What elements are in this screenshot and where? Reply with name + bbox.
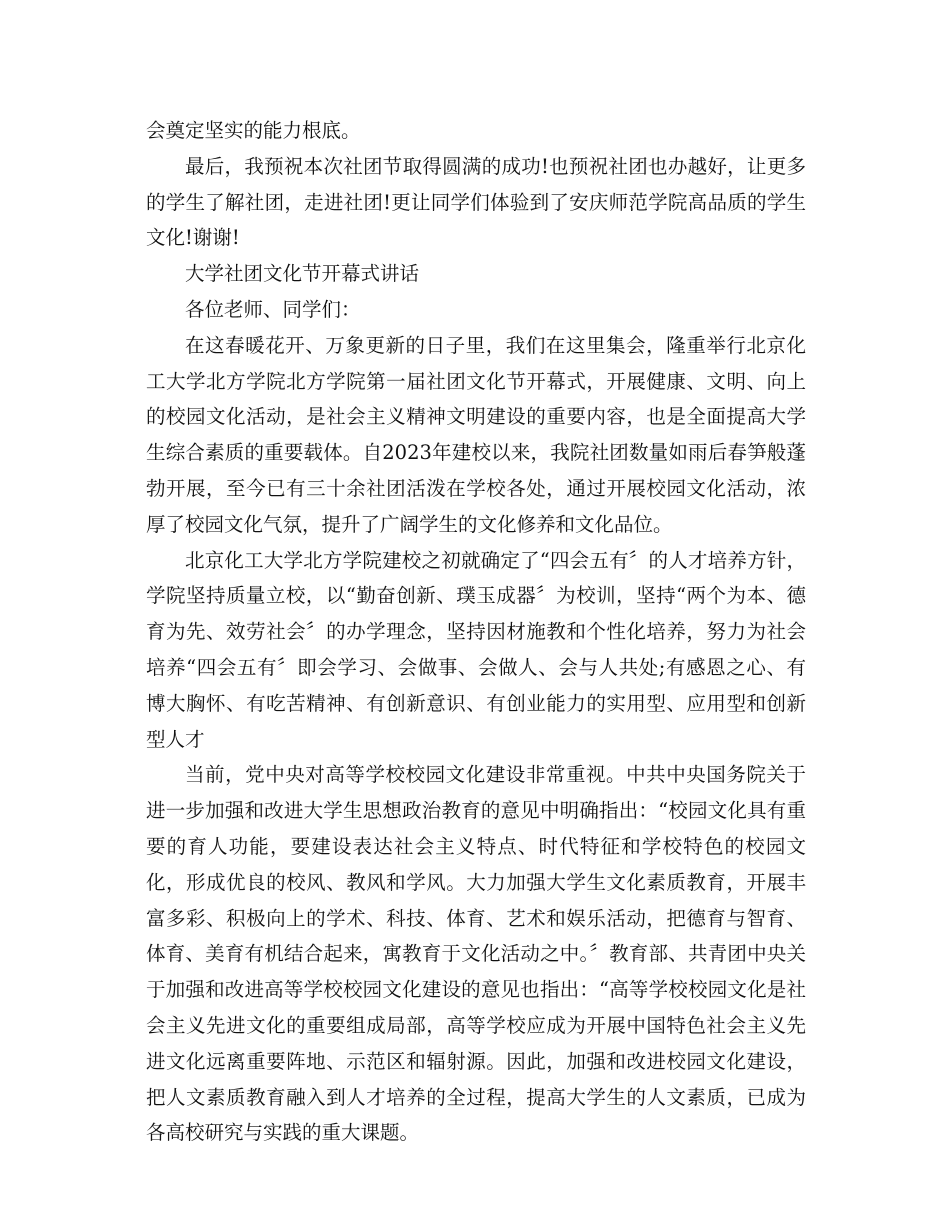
- paragraph-continuation: 会奠定坚实的能力根底。: [146, 119, 361, 142]
- document-page: [146, 113, 806, 1151]
- section-title: 大学社团文化节开幕式讲话: [185, 262, 420, 286]
- salutation: 各位老师、同学们：: [185, 297, 361, 321]
- paragraph-opening: 在这春暖花开、万象更新的日子里，我们在这里集会，隆重举行北京化工大学北方学院北方学院第一届社团文化节开幕式，开展健康、文明、向上的校园文化活动，是社会主义精神文明建设的重要内容，也是全面提高大学生综合素质的重要载体。自2023年建校以来，我院社团数量如雨后春笋般蓬勃开展，至今已有三十余社团活泼在学校各处，通过开展校园文化活动，浓厚了校园文化气氛，提升了广阔学生的文化修养和文化品位。: [146, 333, 806, 536]
- paragraph-policy: 当前，党中央对高等学校校园文化建设非常重视。中共中央国务院关于进一步加强和改进大学生思想政治教育的意见中明确指出：“校园文化具有重要的育人功能，要建设表达社会主义特点、时代特征和学校特色的校园文化，形成优良的校风、教风和学风。大力加强大学生文化素质教育，开展丰富多彩、积极向上的学术、科技、体育、艺术和娱乐活动，把德育与智育、体育、美育有机结合起来，寓教育于文化活动之中。〞教育部、共青团中央关于加强和改进高等学校校园文化建设的意见也指出：“高等学校校园文化是社会主义先进文化的重要组成局部，高等学校应成为开展中国特色社会主义先进文化远离重要阵地、示范区和辐射源。因此，加强和改进校园文化建设，把人文素质教育融入到人才培养的全过程，提高大学生的人文素质，已成为各高校研究与实践的重大课题。: [146, 763, 806, 1145]
- paragraph-closing-wishes: 最后，我预祝本次社团节取得圆满的成功!也预祝社团也办越好，让更多的学生了解社团，走进社团!更让同学们体验到了安庆师范学院高品质的学生文化!谢谢!: [146, 154, 806, 250]
- paragraph-school-motto: 北京化工大学北方学院建校之初就确定了“四会五有〞的人才培养方针，学院坚持质量立校，以“勤奋创新、璞玉成器〞为校训，坚持“两个为本、德育为先、效劳社会〞的办学理念，坚持因材施教和个性化培养，努力为社会培养“四会五有〞即会学习、会做事、会做人、会与人共处;有感恩之心、有博大胸怀、有吃苦精神、有创新意识、有创业能力的实用型、应用型和创新型人才: [146, 548, 806, 751]
